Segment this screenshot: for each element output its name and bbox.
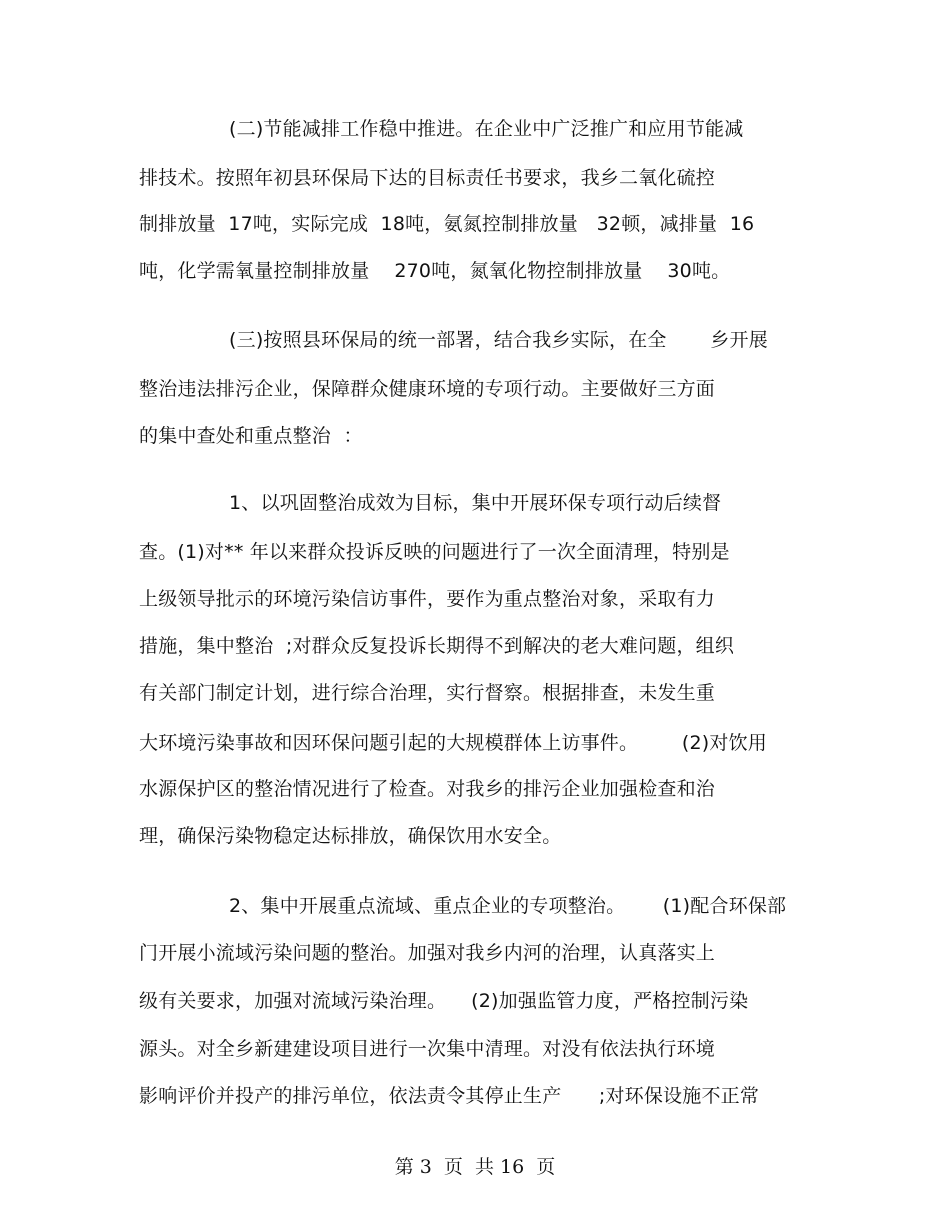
text-line: 理，确保污染物稳定达标排放，确保饮用水安全。: [139, 825, 562, 847]
text-line: 整治违法排污企业，保障群众健康环境的专项行动。主要做好三方面: [139, 378, 716, 400]
text-line: 排技术。按照年初县环保局下达的目标责任书要求，我乡二氧化硫控: [139, 167, 716, 189]
text-line: 源头。对全乡新建建设项目进行一次集中清理。对没有依法执行环境: [139, 1038, 716, 1060]
page-number-footer: 第 3 页 共 16 页: [394, 1156, 556, 1178]
text-line: 门开展小流域污染问题的整治。加强对我乡内河的治理，认真落实上: [139, 942, 716, 964]
text-line: 2、集中开展重点流域、重点企业的专项整治。 (1)配合环保部: [229, 895, 787, 917]
text-line: 级有关要求，加强对流域污染治理。 (2)加强监管力度，严格控制污染: [139, 990, 749, 1012]
text-line: 上级领导批示的环境污染信访事件，要作为重点整治对象，采取有力: [139, 588, 716, 610]
text-line: (三)按照县环保局的统一部署，结合我乡实际，在全 乡开展: [229, 329, 768, 351]
text-line: 措施，集中整治 ;对群众反复投诉长期得不到解决的老大难问题，组织: [139, 635, 735, 657]
text-line: 大环境污染事故和因环保问题引起的大规模群体上访事件。 (2)对饮用: [139, 732, 767, 754]
text-line: 水源保护区的整治情况进行了检查。对我乡的排污企业加强检查和治: [139, 778, 716, 800]
text-line: 制排放量 17吨，实际完成 18吨，氨氮控制排放量 32顿，减排量 16: [139, 213, 755, 235]
text-line: 的集中查处和重点整治 ：: [139, 425, 363, 447]
text-line: 查。(1)对** 年以来群众投诉反映的问题进行了一次全面清理，特别是: [139, 541, 730, 563]
text-line: (二)节能减排工作稳中推进。在企业中广泛推广和应用节能减: [229, 118, 744, 140]
text-line: 有关部门制定计划，进行综合治理，实行督察。根据排查，未发生重: [139, 682, 716, 704]
text-line: 1、以巩固整治成效为目标，集中开展环保专项行动后续督: [229, 492, 722, 514]
text-line: 影响评价并投产的排污单位，依法责令其停止生产 ;对环保设施不正常: [139, 1085, 760, 1107]
text-line: 吨，化学需氧量控制排放量 270吨，氮氧化物控制排放量 30吨。: [139, 260, 731, 282]
